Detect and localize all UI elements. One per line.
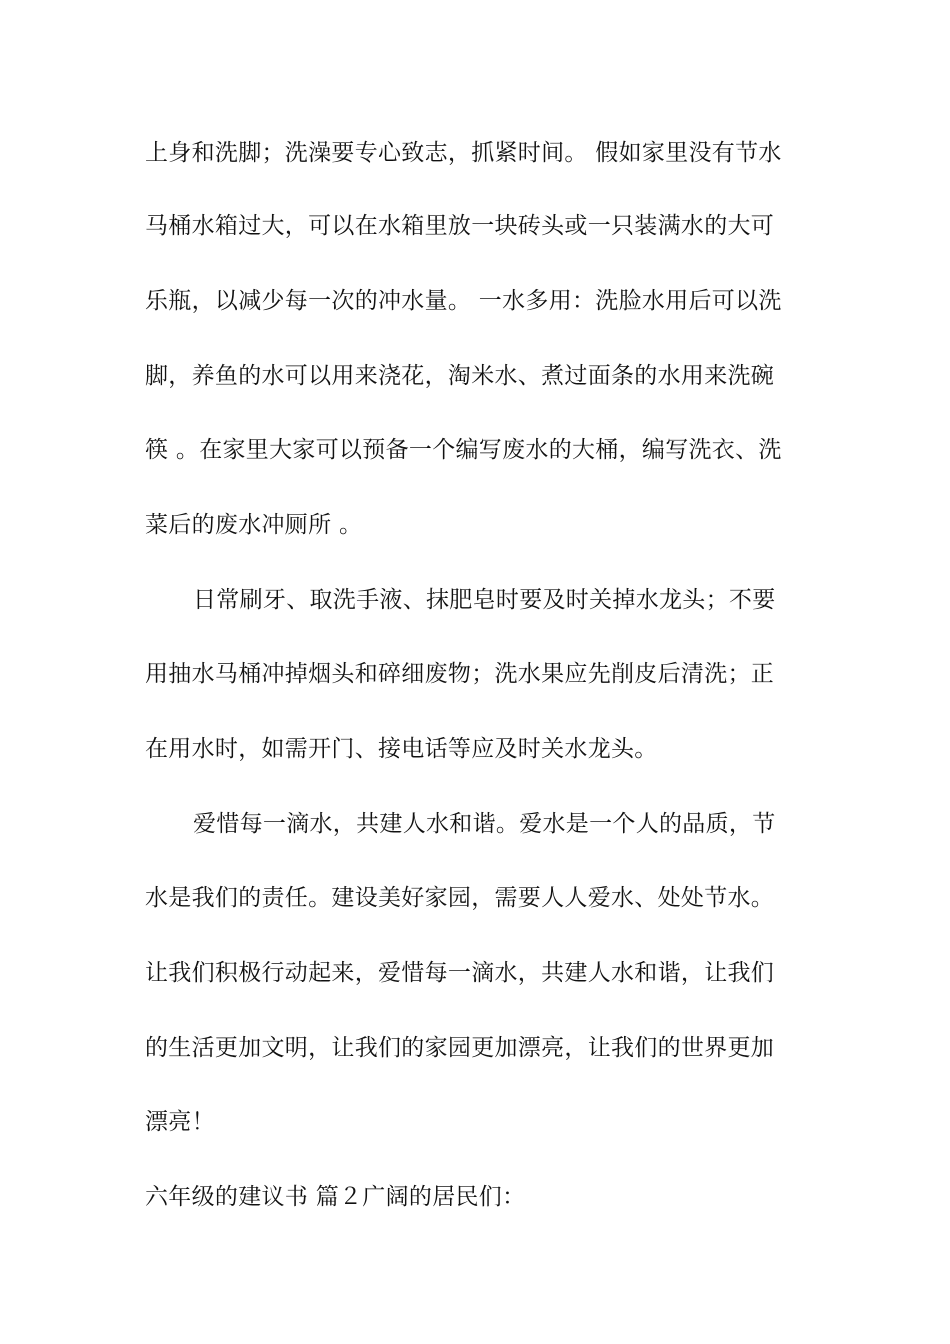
text-line: 筷 。在家里大家可以预备一个编写废水的大桶，编写洗衣、洗	[145, 437, 782, 463]
text-line: 的生活更加文明，让我们的家园更加漂亮，让我们的世界更加	[145, 1035, 775, 1061]
text-line: 脚，养鱼的水可以用来浇花，淘米水、煮过面条的水用来洗碗	[145, 363, 775, 389]
text-line: 用抽水马桶冲掉烟头和碎细废物；洗水果应先削皮后清洗；正	[145, 661, 775, 687]
text-line: 在用水时，如需开门、接电话等应及时关水龙头。	[145, 736, 658, 762]
text-line: 漂亮！	[145, 1109, 215, 1135]
text-line: 马桶水箱过大，可以在水箱里放一块砖头或一只装满水的大可	[145, 213, 775, 239]
paragraph-first-line: 爱惜每一滴水，共建人水和谐。爱水是一个人的品质，节	[193, 811, 776, 837]
text-line: 菜后的废水冲厕所 。	[145, 512, 363, 538]
text-line: 让我们积极行动起来，爱惜每一滴水，共建人水和谐，让我们	[145, 960, 775, 986]
text-line: 乐瓶，以减少每一次的冲水量。 一水多用：洗脸水用后可以洗	[145, 288, 782, 314]
paragraph-first-line: 日常刷牙、取洗手液、抹肥皂时要及时关掉水龙头；不要	[193, 587, 776, 613]
text-line: 上身和洗脚；洗澡要专心致志，抓紧时间。 假如家里没有节水	[145, 140, 782, 166]
text-line: 水是我们的责任。建设美好家园，需要人人爱水、处处节水。	[145, 885, 775, 911]
section-heading: 六年级的建议书 篇２广阔的居民们：	[145, 1184, 526, 1210]
